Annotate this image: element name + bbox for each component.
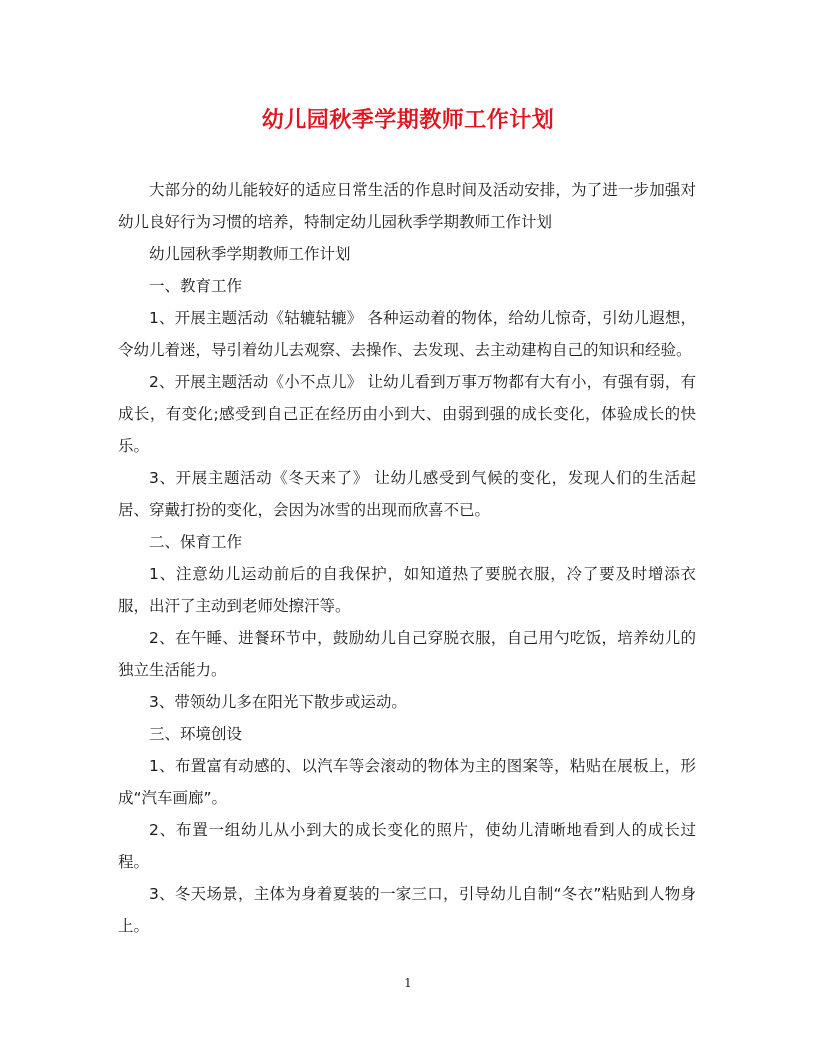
education-item-2: 2、开展主题活动《小不点儿》 让幼儿看到万事万物都有大有小，有强有弱，有成长，有变化;感受到自己正在经历由小到大、由弱到强的成长变化，体验成长的快乐。 [118, 373, 696, 455]
environment-item-2: 2、布置一组幼儿从小到大的成长变化的照片，使幼儿清晰地看到人的成长过程。 [118, 821, 696, 871]
section-heading-care: 二、保育工作 [149, 533, 243, 551]
document-body [118, 174, 696, 942]
care-item-3: 3、带领幼儿多在阳光下散步或运动。 [149, 693, 407, 711]
section-heading-environment: 三、环境创设 [149, 725, 243, 743]
environment-item-3: 3、冬天场景，主体为身着夏装的一家三口，引导幼儿自制“冬衣”粘贴到人物身上。 [118, 885, 696, 935]
page-number: 1 [404, 976, 412, 990]
intro-paragraph: 大部分的幼儿能较好的适应日常生活的作息时间及活动安排，为了进一步加强对幼儿良好行为习惯的培养，特制定幼儿园秋季学期教师工作计划 [118, 181, 696, 231]
education-item-3: 3、开展主题活动《冬天来了》 让幼儿感受到气候的变化，发现人们的生活起居、穿戴打扮的变化，会因为冰雪的出现而欣喜不已。 [118, 469, 696, 519]
environment-item-1: 1、布置富有动感的、以汽车等会滚动的物体为主的图案等，粘贴在展板上，形成“汽车画廊”。 [118, 757, 696, 807]
education-item-1: 1、开展主题活动《轱辘轱辘》 各种运动着的物体，给幼儿惊奇，引幼儿遐想，令幼儿着迷，导引着幼儿去观察、去操作、去发现、去主动建构自己的知识和经验。 [118, 309, 696, 359]
subtitle-paragraph: 幼儿园秋季学期教师工作计划 [149, 245, 351, 263]
document-title: 幼儿园秋季学期教师工作计划 [261, 107, 555, 133]
care-item-1: 1、注意幼儿运动前后的自我保护，如知道热了要脱衣服，冷了要及时增添衣服，出汗了主动到老师处擦汗等。 [118, 565, 696, 615]
section-heading-education: 一、教育工作 [149, 277, 243, 295]
care-item-2: 2、在午睡、进餐环节中，鼓励幼儿自己穿脱衣服，自己用勺吃饭，培养幼儿的独立生活能力。 [118, 629, 696, 679]
